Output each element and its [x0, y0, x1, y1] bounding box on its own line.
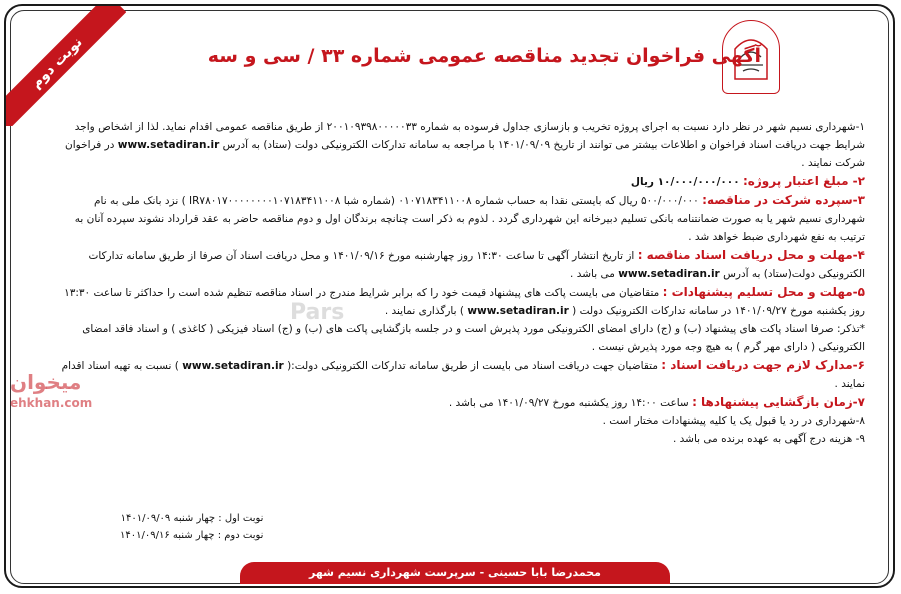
section-text: ۵۰۰/۰۰۰/۰۰۰ ریال که بایستی نقدا به حساب شماره ۰۱۰۷۱۸۳۴۱۱۰۰۸ (شماره شبا IR۷۸۰۱۷۰۰۰۰۰۰۰۰۱۰۷۱۸۳۴۱۱۰۰۸ ) نزد بانک ملی به نام شهرداری نسیم شهر یا به صورت ضمانتنامه بانکی تسلیم دبیرخانه این شهرداری گردد . لذوم به ذکر است چنانچه برندگان اول و دوم مناقصه حاضر به عقد قرارداد نشوند سپرده آنان به ترتیب به نفع شهرداری ضبط خواهد شد .	[74, 195, 865, 243]
watermark-pars: Pars	[290, 300, 345, 325]
publication-dates	[120, 510, 263, 544]
section-heading: ۲- مبلغ اعتبار پروژه:	[742, 174, 865, 188]
section-6	[55, 356, 865, 393]
ad-body	[55, 118, 865, 448]
setad-link[interactable]: www.setadiran.ir	[117, 139, 220, 151]
section-text: *تذکر: صرفا اسناد پاکت های پیشنهاد (ب) و (ج) دارای امضای الکترونیکی مورد پذیرش است و در جلسه بازگشایی پاکت های (ب) و (ج) اسناد فیزیکی ( کاغذی ) و اسناد فاقد امضای الکترونیکی ( دارای مهر گرم ) به هیچ وجه مورد پذیرش نیست .	[82, 323, 865, 353]
section-2	[55, 172, 865, 191]
watermark-domain: ehkhan.com	[10, 396, 93, 410]
section-heading: ۵-مهلت و محل تسلیم پیشنهادات :	[662, 285, 865, 299]
page-title: آگهی فراخوان تجدید مناقصه عمومی شماره ۳۳ / سی و سه	[207, 45, 761, 67]
section-7	[55, 393, 865, 412]
section-text: از تاریخ انتشار آگهی تا ساعت ۱۴:۳۰ روز چهارشنبه مورخ ۱۴۰۱/۰۹/۱۶ و محل دریافت اسناد آن صرفا از طریق سامانه تدارکات الکترونیکی دولت(ستاد) به آدرس	[88, 250, 865, 280]
section-1	[55, 118, 865, 172]
section-text: ۹- هزینه درج آگهی به عهده برنده می باشد .	[672, 433, 865, 445]
section-text: ۱۰/۰۰۰/۰۰۰/۰۰۰ ریال	[630, 176, 740, 188]
section-3	[55, 191, 865, 246]
section-tail: می باشد .	[570, 268, 615, 280]
ribbon-container	[6, 6, 126, 126]
section-8	[55, 412, 865, 430]
nobat-ribbon: نوبت دوم	[6, 6, 126, 126]
section-text: ۸-شهرداری در رد یا قبول یک یا کلیه پیشنهادات مختار است .	[602, 415, 865, 427]
section-text: متقاضیان می بایست پاکت های پیشنهاد قیمت خود را که برابر شرایط مندرج در اسناد مناقصه تنظیم شده است را حداکثر تا ساعت ۱۳:۳۰ روز یکشنبه مورخ ۱۴۰۱/۰۹/۲۷ در سامانه تدارکات الکترونیک دولت (	[64, 287, 865, 317]
section-note	[55, 320, 865, 356]
watermark-brand: میخوان	[10, 370, 82, 394]
signature-footer: محمدرضا بابا حسینی - سرپرست شهرداری نسیم شهر	[240, 562, 670, 584]
section-heading: ۴-مهلت و محل دریافت اسناد مناقصه :	[637, 248, 865, 262]
setad-link[interactable]: www.setadiran.ir	[182, 360, 284, 372]
section-heading: ۳-سپرده شرکت در مناقصه:	[702, 193, 865, 207]
section-text: ۱-شهرداری نسیم شهر در نظر دارد نسبت به اجرای پروژه تخریب و بازسازی جداول فرسوده به شماره ۲۰۰۱۰۹۳۹۸۰۰۰۰۰۳۳ از طریق مناقصه عمومی اقدام نماید. لذا از اشخاص واجد شرایط جهت دریافت اسناد فراخوان و اطلاعات بیشتر می توانند از تاریخ ۱۴۰۱/۰۹/۰۹ با مراجعه به سامانه تدارکات الکترونیکی دولت (ستاد) به آدرس	[74, 121, 865, 151]
section-text: ساعت ۱۴:۰۰ روز یکشنبه مورخ ۱۴۰۱/۰۹/۲۷ می باشد .	[448, 397, 689, 409]
setad-link[interactable]: www.setadiran.ir	[467, 305, 569, 317]
section-heading: ۶-مدارک لازم جهت دریافت اسناد :	[661, 358, 865, 372]
nobat-first: نوبت اول : چهار شنبه ۱۴۰۱/۰۹/۰۹	[120, 513, 264, 524]
section-tail: ) نسبت به تهیه اسناد اقدام نمایند .	[61, 360, 865, 390]
nobat-second: نوبت دوم : چهار شنبه ۱۴۰۱/۰۹/۱۶	[120, 530, 264, 541]
section-text: متقاضیان جهت دریافت اسناد می بایست از طریق سامانه تدارکات الکترونیکی دولت:(	[287, 360, 658, 372]
section-tail: در فراخوان شرکت نمایند .	[65, 139, 865, 169]
setad-link[interactable]: www.setadiran.ir	[618, 268, 720, 280]
section-4	[55, 246, 865, 283]
section-5	[55, 283, 865, 320]
section-tail: ) بارگذاری نمایند .	[384, 305, 464, 317]
section-9	[55, 430, 865, 448]
section-heading: ۷-زمان بازگشایی پیشنهادها :	[692, 395, 865, 409]
